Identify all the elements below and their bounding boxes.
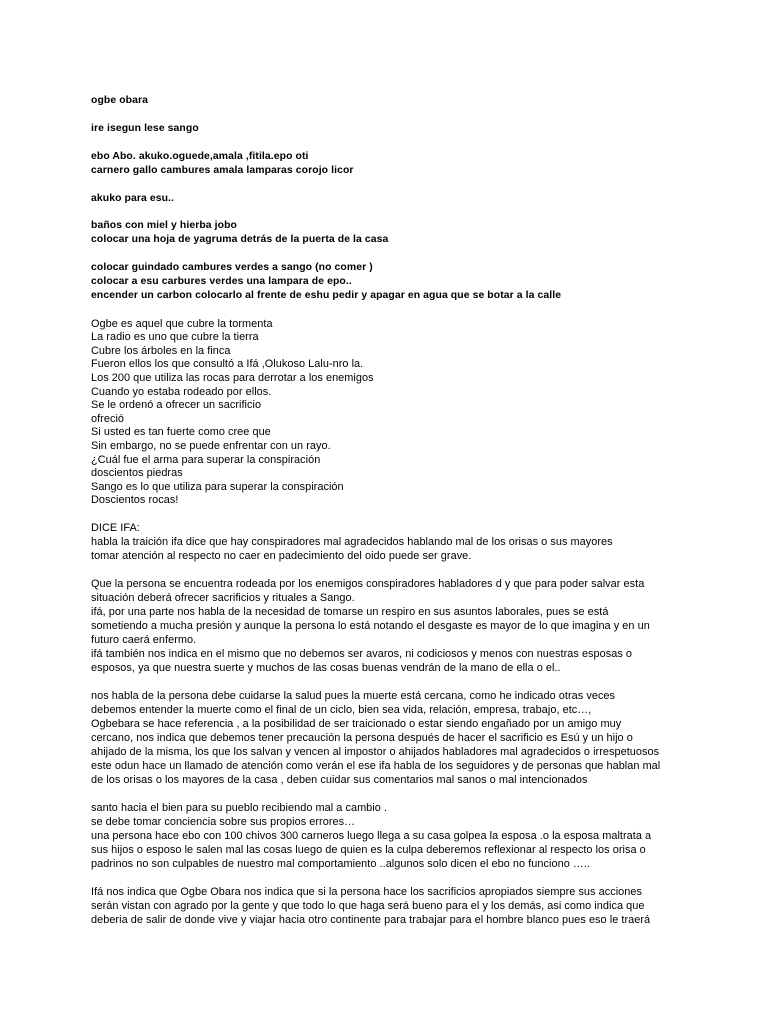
verse-line: La radio es uno que cubre la tierra xyxy=(91,331,259,343)
body-line: ifá también nos indica en el mismo que no debemos ser avaros, ni codiciosos y menos con nuestras esposas o xyxy=(91,648,633,660)
body-line: ifá, por una parte nos habla de la necesidad de tomarse un respiro en sus asuntos laborales, pues se está xyxy=(91,606,609,618)
body-line: Que la persona se encuentra rodeada por los enemigos conspiradores habladores d y que para poder salvar esta xyxy=(91,578,645,590)
body-line: sus hijos o esposo le salen mal las cosas luego de quien es la culpa deberemos reflexionar al respecto los orisa o xyxy=(91,844,646,856)
verse-line: ¿Cuál fue el arma para superar la conspiración xyxy=(91,454,321,466)
verse-line: ofreció xyxy=(91,413,125,425)
body-line: esposos, ya que nuestra suerte y muchos de las cosas buenas vendrán de la mano de ella o el.. xyxy=(91,662,561,674)
body-line: santo hacia el bien para su pueblo recibiendo mal a cambio . xyxy=(91,802,388,814)
bold-line: akuko para esu.. xyxy=(91,193,175,204)
body-line: sometiendo a mucha presión y aunque la persona lo está notando el desgaste es mayor de lo que imagina y en un xyxy=(91,620,650,632)
bold-line: carnero gallo cambures amala lamparas corojo licor xyxy=(91,165,354,176)
body-line: se debe tomar conciencia sobre sus propios errores… xyxy=(91,816,356,828)
body-line: una persona hace ebo con 100 chivos 300 carneros luego llega a su casa golpea la esposa .o la esposa maltrata a xyxy=(91,830,652,842)
bold-line: colocar una hoja de yagruma detrás de la puerta de la casa xyxy=(91,234,389,245)
body-line: de los orisas o los mayores de la casa , deben cuidar sus comentarios mal sanos o mal intencionados xyxy=(91,774,588,786)
verse-line: Si usted es tan fuerte como cree que xyxy=(91,426,271,438)
verse-line: Fueron ellos los que consultó a Ifá ,Olukoso Lalu-nro la. xyxy=(91,358,364,370)
verse-line: Cubre los árboles en la finca xyxy=(91,345,231,357)
body-line: habla la traición ifa dice que hay conspiradores mal agradecidos hablando mal de los orisas o sus mayores xyxy=(91,536,613,548)
bold-line: colocar a esu carbures verdes una lampara de epo.. xyxy=(91,276,352,287)
body-line: padrinos no son culpables de nuestro mal comportamiento ..algunos solo dicen el ebo no funciono ….. xyxy=(91,858,590,870)
body-line: Ifá nos indica que Ogbe Obara nos indica que si la persona hace los sacrificios apropiados siempre sus acciones xyxy=(91,886,642,898)
verse-line: doscientos piedras xyxy=(91,467,183,479)
body-line: situación deberá ofrecer sacrificios y rituales a Sango. xyxy=(91,592,355,604)
body-line: debemos entender la muerte como el final de un ciclo, bien sea vida, relación, empresa, trabajo, etc…, xyxy=(91,704,592,716)
verse-line: Sin embargo, no se puede enfrentar con un rayo. xyxy=(91,440,331,452)
body-line: tomar atención al respecto no caer en padecimiento del oido puede ser grave. xyxy=(91,550,472,562)
verse-line: Sango es lo que utiliza para superar la conspiración xyxy=(91,481,344,493)
verse-line: Se le ordenó a ofrecer un sacrificio xyxy=(91,399,262,411)
body-line: ahijado de la misma, los que los salvan y vencen al impostor o ahijados habladores mal agradecidos o irrespetuosos xyxy=(91,746,660,758)
bold-line: encender un carbon colocarlo al frente de eshu pedir y apagar en agua que se botar a la calle xyxy=(91,290,562,301)
bold-line: baños con miel y hierba jobo xyxy=(91,220,237,231)
verse-line: Doscientos rocas! xyxy=(91,494,179,506)
body-line: este odun hace un llamado de atención como verán el ese ifa habla de los seguidores y de personas que hablan mal xyxy=(91,760,661,772)
bold-line: colocar guindado cambures verdes a sango (no comer ) xyxy=(91,262,373,273)
section-heading: DICE IFA: xyxy=(91,522,140,534)
document-title: ogbe obara xyxy=(91,95,149,106)
verse-line: Los 200 que utiliza las rocas para derrotar a los enemigos xyxy=(91,372,374,384)
body-line: nos habla de la persona debe cuidarse la salud pues la muerte está cercana, como he indicado otras veces xyxy=(91,690,616,702)
body-line: serán vistan con agrado por la gente y que todo lo que haga será bueno para el y los demás, asi como indica que xyxy=(91,900,645,912)
bold-line: ire isegun lese sango xyxy=(91,123,199,134)
body-line: Ogbebara se hace referencia , a la posibilidad de ser traicionado o estar siendo engañado por un amigo muy xyxy=(91,718,622,730)
verse-line: Ogbe es aquel que cubre la tormenta xyxy=(91,318,273,330)
body-line: deberia de salir de donde vive y viajar hacia otro continente para trabajar para el hombre blanco pues eso le traerá xyxy=(91,914,651,926)
body-line: futuro caerá enfermo. xyxy=(91,634,197,646)
verse-line: Cuando yo estaba rodeado por ellos. xyxy=(91,386,272,398)
body-line: cercano, nos indica que debemos tener precaución la persona después de hacer el sacrificio es Esú y un hijo o xyxy=(91,732,633,744)
bold-line: ebo Abo. akuko.oguede,amala ,fitila.epo oti xyxy=(91,151,309,162)
